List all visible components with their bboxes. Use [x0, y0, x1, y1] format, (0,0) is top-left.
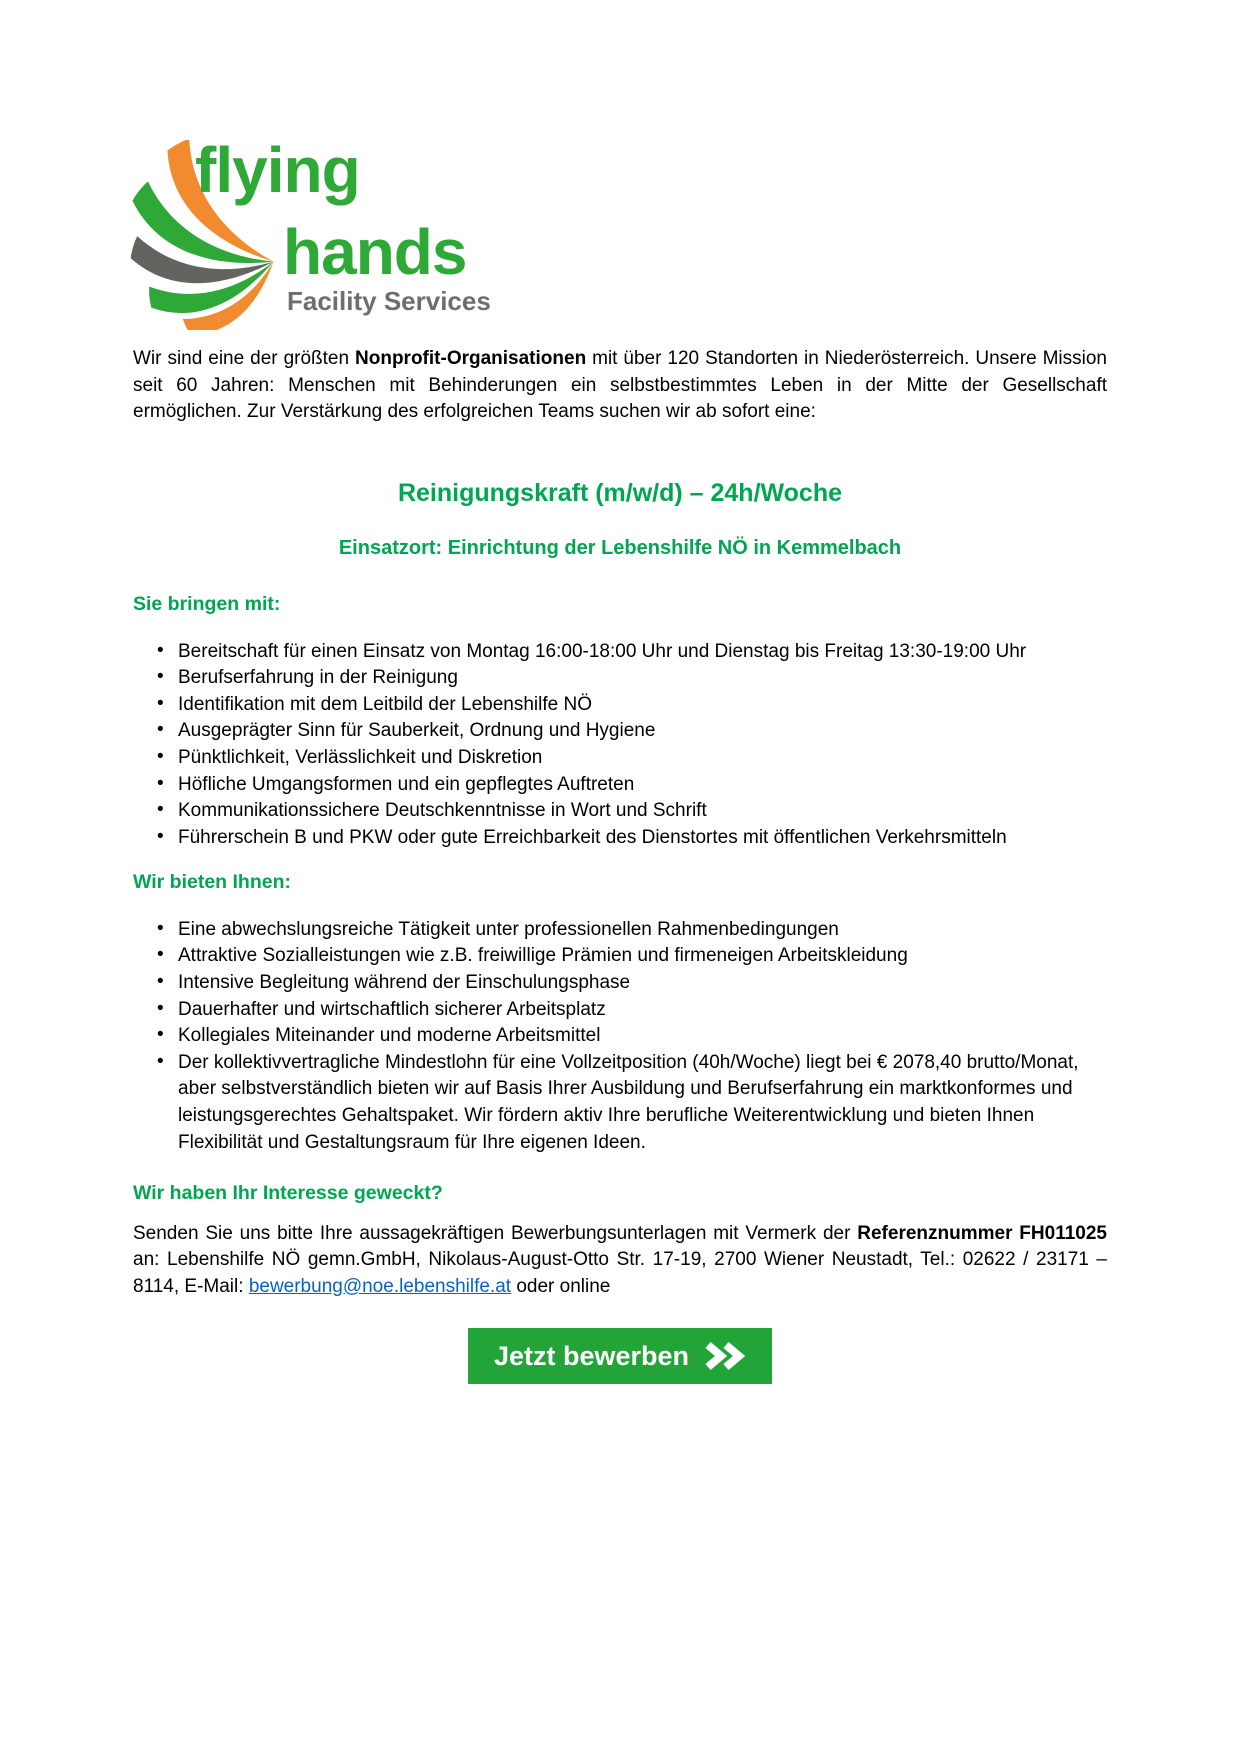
list-item-text: Intensive Begleitung während der Einschulungsphase [178, 972, 631, 994]
list-item [133, 798, 1107, 825]
list-item-text: Eine abwechslungsreiche Tätigkeit unter professionellen Rahmenbedingungen [178, 918, 839, 940]
intro-text-after: mit über 120 Standorten in Niederösterreich. Unsere Mission seit 60 Jahren: Menschen mit Behinderungen ein selbstbestimmtes Leben in der Mitte der Gesellschaft ermöglichen. Zur Verstärkung des erfolgreichen Teams suchen wir ab sofort eine: [133, 348, 1107, 423]
bullet-icon: • [157, 772, 164, 794]
requirements-heading: Sie bringen mit: [133, 593, 281, 616]
list-item-text: Kollegiales Miteinander und moderne Arbeitsmittel [178, 1025, 601, 1047]
bullet-icon: • [157, 639, 164, 661]
email-link[interactable]: bewerbung@noe.lebenshilfe.at [248, 1275, 512, 1297]
list-item-text: Identifikation mit dem Leitbild der Lebenshilfe NÖ [178, 693, 593, 715]
apply-paragraph [133, 1221, 1107, 1301]
apply-text-before-ref: Senden Sie uns bitte Ihre aussagekräftigen Bewerbungsunterlagen mit Vermerk der [133, 1222, 858, 1244]
apply-heading: Wir haben Ihr Interesse geweckt? [133, 1182, 443, 1205]
job-location-line: Einsatzort: Einrichtung der Lebenshilfe NÖ in Kemmelbach [338, 537, 902, 560]
logo-tagline: Facility Services [287, 286, 491, 316]
list-item-text: Berufserfahrung in der Reinigung [178, 667, 458, 689]
apply-text-after-email: oder online [511, 1275, 611, 1297]
list-item-text: Führerschein B und PKW oder gute Erreichbarkeit des Dienstortes mit öffentlichen Verkehrsmitteln [178, 826, 1007, 848]
intro-text-before: Wir sind eine der größten [133, 348, 356, 369]
list-item [133, 943, 1107, 970]
apply-button[interactable] [468, 1328, 772, 1384]
bullet-icon: • [157, 917, 164, 939]
bullet-icon: • [157, 1050, 164, 1072]
bullet-icon: • [157, 825, 164, 847]
list-item-text: Attraktive Sozialleistungen wie z.B. freiwillige Prämien und firmeneigen Arbeitskleidung [178, 945, 908, 967]
list-item [133, 917, 1107, 944]
logo-text-hands: hands [283, 216, 467, 288]
list-item-text: Ausgeprägter Sinn für Sauberkeit, Ordnung und Hygiene [178, 720, 656, 742]
list-item [133, 970, 1107, 997]
benefits-list [133, 917, 1107, 1156]
bullet-icon: • [157, 799, 164, 821]
list-item [133, 639, 1107, 666]
bullet-icon: • [157, 971, 164, 993]
bullet-icon: • [157, 719, 164, 741]
reference-number: Referenznummer FH011025 [857, 1222, 1107, 1244]
bullet-icon: • [157, 997, 164, 1019]
list-item [133, 745, 1107, 772]
list-item [133, 1023, 1107, 1050]
apply-button-label: Jetzt bewerben [493, 1340, 690, 1371]
list-item [133, 825, 1107, 852]
bullet-icon: • [157, 1024, 164, 1046]
job-title: Reinigungskraft (m/w/d) – 24h/Woche [397, 478, 843, 507]
intro-paragraph [133, 346, 1107, 426]
benefits-heading: Wir bieten Ihnen: [133, 871, 291, 894]
apply-button-row [133, 1328, 1107, 1384]
list-item [133, 997, 1107, 1024]
apply-text-after-ref: an: Lebenshilfe NÖ gemn.GmbH, Nikolaus-August-Otto Str. 17-19, 2700 Wiener Neustadt, Tel.: 02622 / 23171 – 8114, E-Mail: [133, 1249, 1107, 1297]
list-item [133, 718, 1107, 745]
list-item-text: Höfliche Umgangsformen und ein gepflegtes Auftreten [178, 773, 635, 795]
list-item-text: Dauerhafter und wirtschaftlich sicherer Arbeitsplatz [178, 998, 606, 1020]
list-item-text: Kommunikationssichere Deutschkenntnisse in Wort und Schrift [178, 800, 707, 822]
list-item-text: Pünktlichkeit, Verlässlichkeit und Diskretion [178, 747, 543, 769]
bullet-icon: • [157, 666, 164, 688]
double-chevron-right-icon [704, 1341, 746, 1371]
company-logo [133, 132, 1107, 332]
logo-text-flying: flying [195, 134, 360, 206]
bullet-icon: • [157, 944, 164, 966]
list-item-text: Der kollektivvertragliche Mindestlohn für eine Vollzeitposition (40h/Woche) liegt bei € 2078,40 brutto/Monat, aber selbstverständlich bieten wir auf Basis Ihrer Ausbildung und Berufserfahrung ein marktkonformes und leistungsgerechtes Gehaltspaket. Wir fördern aktiv Ihre berufliche Weiterentwicklung und bieten Ihnen Flexibilität und Gestaltungsraum für Ihre eigenen Ideen. [178, 1051, 1079, 1153]
intro-bold-text: Nonprofit-Organisationen [355, 348, 587, 369]
bullet-icon: • [157, 692, 164, 714]
list-item-text: Bereitschaft für einen Einsatz von Montag 16:00-18:00 Uhr und Dienstag bis Freitag 13:30-19:00 Uhr [178, 640, 1027, 662]
requirements-list [133, 639, 1107, 852]
list-item [133, 772, 1107, 799]
list-item [133, 692, 1107, 719]
list-item [133, 665, 1107, 692]
list-item [133, 1050, 1107, 1156]
bullet-icon: • [157, 746, 164, 768]
